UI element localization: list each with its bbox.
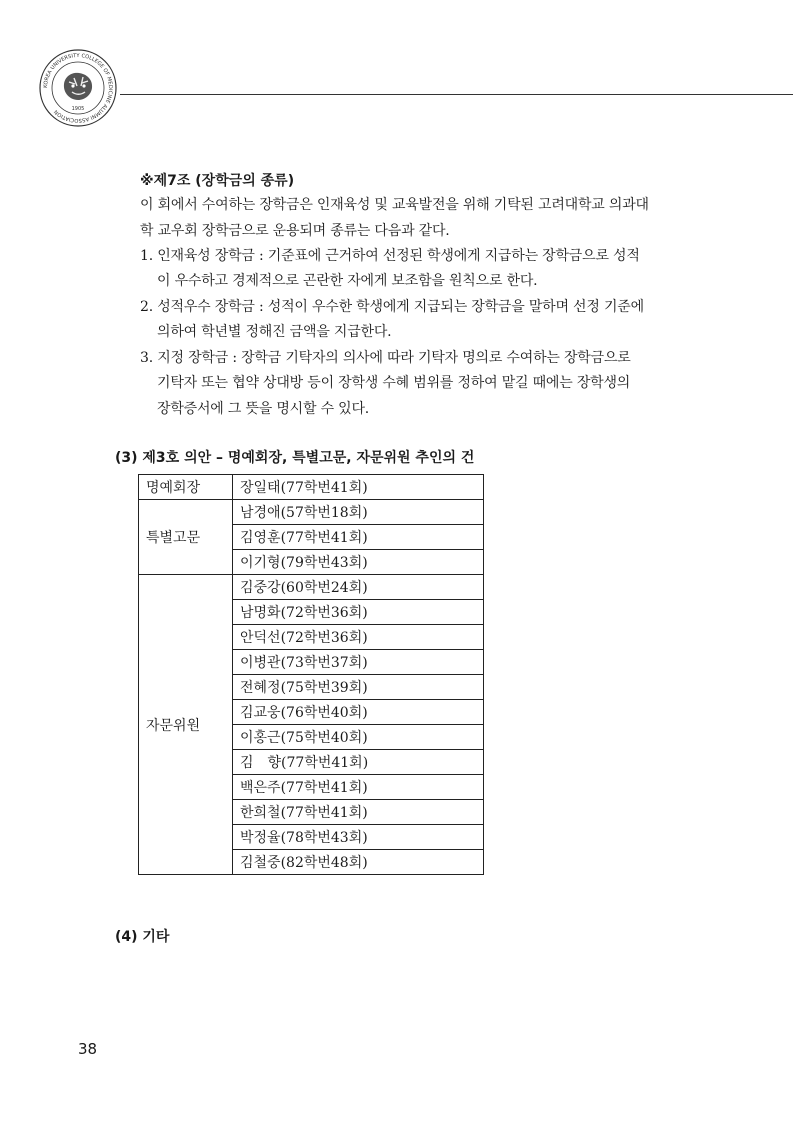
scholarship-item-3-line-1: 3. 지정 장학금 : 장학금 기탁자의 의사에 따라 기탁자 명의로 수여하는 장학금으로 bbox=[140, 350, 631, 366]
member-cell: 이홍근(75학번40회) bbox=[233, 725, 484, 750]
member-cell: 전혜정(75학번39회) bbox=[233, 675, 484, 700]
member-cell: 남경애(57학번18회) bbox=[233, 500, 484, 525]
alumni-association-seal bbox=[38, 48, 118, 128]
tiger-emblem-icon bbox=[64, 73, 92, 100]
member-cell: 김중강(60학번24회) bbox=[233, 575, 484, 600]
advisor-roster-table bbox=[138, 474, 484, 875]
member-cell: 이기형(79학번43회) bbox=[233, 550, 484, 575]
scholarship-item-2-line-2: 의하여 학년별 정해진 금액을 지급한다. bbox=[157, 324, 392, 340]
category-cell: 자문위원 bbox=[139, 575, 233, 875]
header-rule bbox=[120, 94, 793, 95]
table-row bbox=[139, 575, 484, 600]
table-row bbox=[139, 475, 484, 500]
article-title: ※제7조 (장학금의 종류) bbox=[140, 173, 295, 189]
scholarship-item-1-line-1: 1. 인재육성 장학금 : 기준표에 근거하여 선정된 학생에게 지급하는 장학금으로 성적 bbox=[140, 248, 640, 264]
member-cell: 김영훈(77학번41회) bbox=[233, 525, 484, 550]
category-cell: 특별고문 bbox=[139, 500, 233, 575]
member-cell: 안덕선(72학번36회) bbox=[233, 625, 484, 650]
member-cell: 박정율(78학번43회) bbox=[233, 825, 484, 850]
agenda-3-heading: (3) 제3호 의안 – 명예회장, 특별고문, 자문위원 추인의 건 bbox=[115, 450, 475, 466]
scholarship-item-3-line-3: 장학증서에 그 뜻을 명시할 수 있다. bbox=[157, 401, 370, 417]
scholarship-item-3-line-2: 기탁자 또는 협약 상대방 등이 장학생 수혜 범위를 정하여 맡길 때에는 장학생의 bbox=[157, 375, 631, 391]
article-intro-line-2: 학 교우회 장학금으로 운용되며 종류는 다음과 같다. bbox=[140, 223, 450, 239]
scholarship-item-1-line-2: 이 우수하고 경제적으로 곤란한 자에게 보조함을 원칙으로 한다. bbox=[157, 273, 538, 289]
member-cell: 김철중(82학번48회) bbox=[233, 850, 484, 875]
seal-year: 1905 bbox=[71, 106, 85, 112]
member-cell: 김교웅(76학번40회) bbox=[233, 700, 484, 725]
member-cell: 남명화(72학번36회) bbox=[233, 600, 484, 625]
article-intro-line-1: 이 회에서 수여하는 장학금은 인재육성 및 교육발전을 위해 기탁된 고려대학교 의과대 bbox=[140, 197, 649, 213]
member-cell: 김 향(77학번41회) bbox=[233, 750, 484, 775]
member-cell: 장일태(77학번41회) bbox=[233, 475, 484, 500]
page-number: 38 bbox=[78, 1040, 98, 1058]
scholarship-item-2-line-1: 2. 성적우수 장학금 : 성적이 우수한 학생에게 지급되는 장학금을 말하며 선정 기준에 bbox=[140, 299, 644, 315]
agenda-4-heading: (4) 기타 bbox=[115, 929, 170, 945]
category-cell: 명예회장 bbox=[139, 475, 233, 500]
member-cell: 한희철(77학번41회) bbox=[233, 800, 484, 825]
seal-ring-text: KOREA UNIVERSITY COLLEGE OF MEDICINE ALUMNI ASSOCIATION bbox=[42, 52, 114, 124]
member-cell: 백은주(77학번41회) bbox=[233, 775, 484, 800]
table-row bbox=[139, 500, 484, 525]
member-cell: 이병관(73학번37회) bbox=[233, 650, 484, 675]
